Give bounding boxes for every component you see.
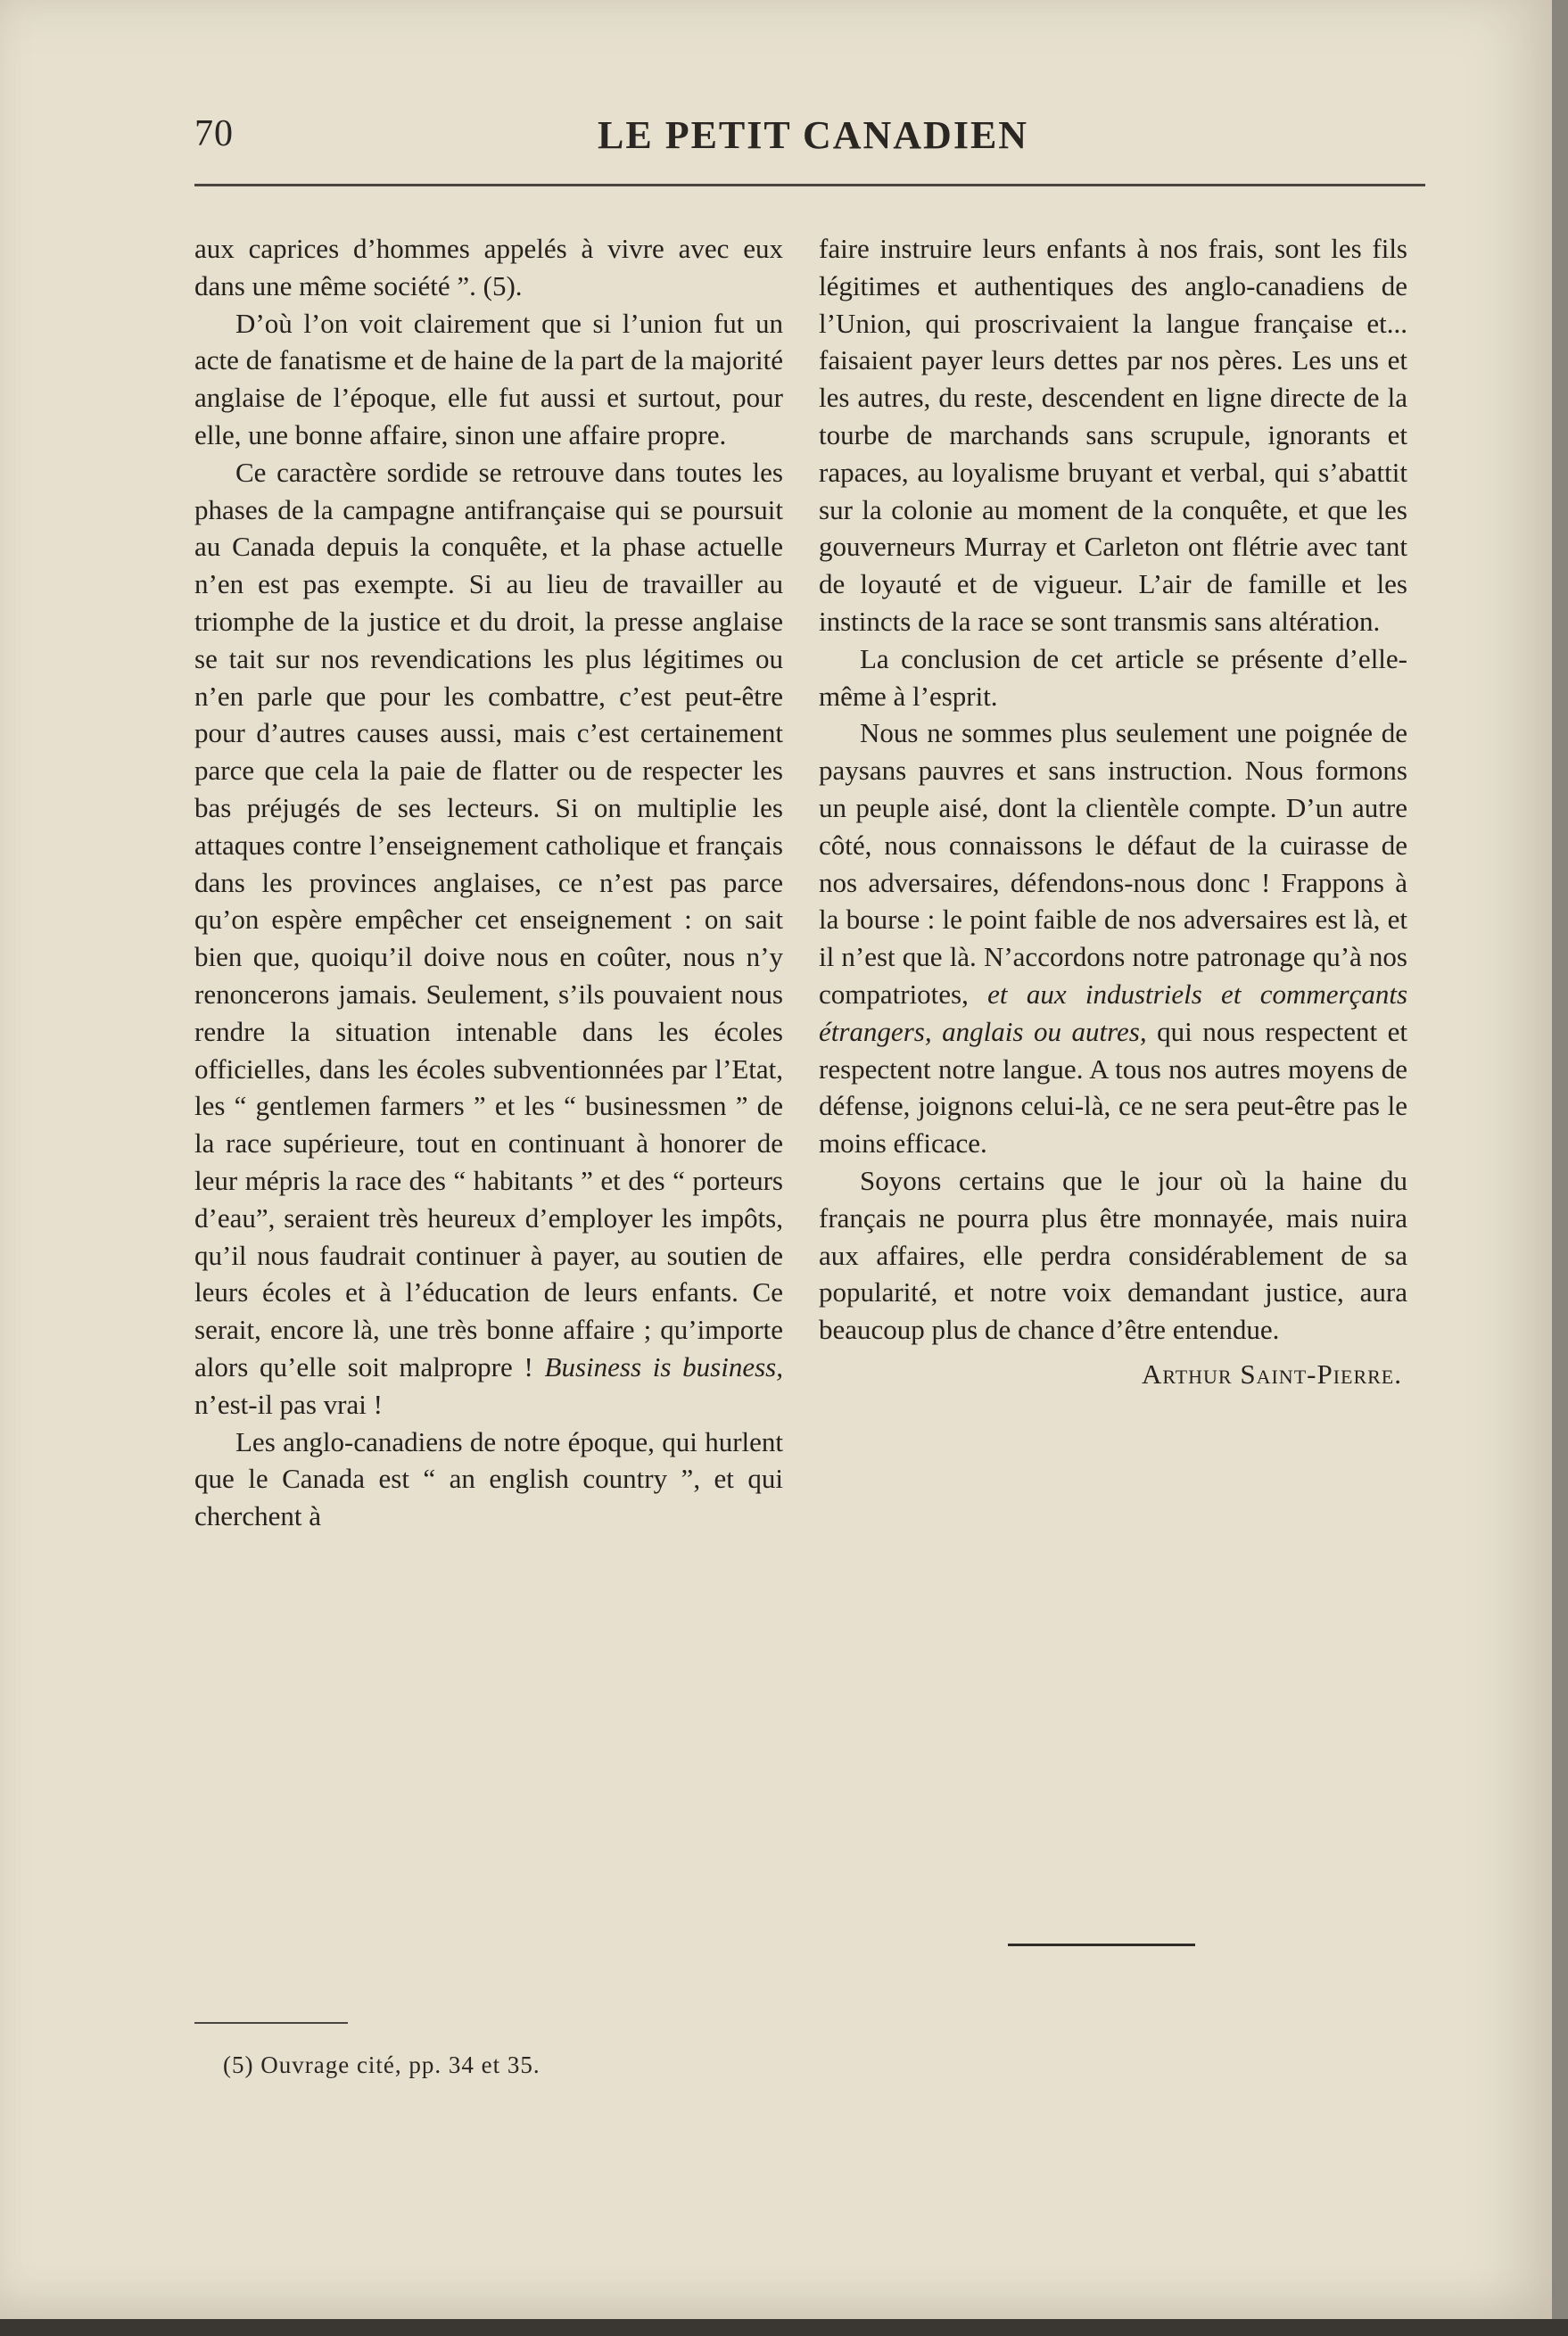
footnote: (5) Ouvrage cité, pp. 34 et 35. xyxy=(223,2051,541,2078)
right-paragraph-2: La conclusion de cet article se présente d’elle-même à l’esprit. xyxy=(819,642,1407,712)
right-paragraph-1: faire instruire leurs enfants à nos frais, sont les fils légitimes et authentiques des anglo-canadiens de l’Union, qui proscrivaient la langue française et... faisaient payer leurs dettes par nos pères. Les uns et les autres, du reste, descendent en ligne directe de la tourbe de marchands sans scrupule, ignorants et rapaces, au loyalisme bruyant et verbal, qui s’abattit sur la colonie au moment de la conquête, et que les gouverneurs Murray et Carleton ont flétrie avec tant de loyauté et de vigueur. L’air de famille et les instincts de la race se sont transmis sans altération. xyxy=(819,233,1407,637)
footnote-rule xyxy=(194,2022,348,2024)
scan-edge-bottom xyxy=(0,2319,1568,2336)
right-paragraph-3 xyxy=(819,714,1407,1162)
right-paragraph-3-italic: et aux industriels et commerçants étrangers, anglais ou autres, xyxy=(819,978,1408,1047)
left-paragraph-3-italic: Business is business, xyxy=(544,1350,783,1383)
left-paragraph-3-end: n’est-il pas vrai ! xyxy=(194,1388,383,1420)
left-paragraph-3-text: Ce caractère sordide se retrouve dans toutes les phases de la campagne antifrançaise qui se poursuit au Canada depuis la conquête, et la phase actuelle n’en est pas exempte. Si au lieu de travailler au triomphe de la justice et du droit, la presse anglaise se tait sur nos revendications les plus légitimes ou n’en parle que pour les combattre, c’est peut-être pour d’autres causes aussi, mais c’est certainement parce que cela la paie de flatter ou de respecter les bas préjugés de ses lecteurs. Si on multiplie les attaques contre l’enseignement catholique et français dans les provinces anglaises, ce n’est pas parce qu’on espère empêcher cet enseignement : on sait bien que, quoiqu’il doive nous en coûter, nous n’y renoncerons jamais. Seulement, s’ils pouvaient nous rendre la situation intenable dans les écoles officielles, dans les écoles subventionnées par l’Etat, les “ gentlemen farmers ” et les “ businessmen ” de la race supérieure, tout en continuant à honorer de leur mépris la race des “ habitants ” et des “ porteurs d’eau”, seraient très heureux d’employer les impôts, qu’il nous faudrait continuer à payer, au soutien de leurs écoles et à l’éducation de leurs enfants. Ce serait, encore là, une très bonne affaire ; qu’importe alors qu’elle soit malpropre ! xyxy=(194,456,783,1383)
right-paragraph-4: Soyons certains que le jour où la haine du français ne pourra plus être monnayée, mais nuira aux affaires, elle perdra considérablement de sa popularité, et notre voix demandant justice, aura beaucoup plus de chance d’être entendue. xyxy=(819,1164,1407,1346)
page-header xyxy=(194,109,1425,162)
article-end-rule xyxy=(1008,1944,1195,1946)
page-number: 70 xyxy=(194,113,234,154)
right-paragraph-3-text: Nous ne sommes plus seulement une poignée de paysans pauvres et sans instruction. Nous formons un peuple aisé, dont la clientèle compte. D’un autre côté, nous connaissons le défaut de la cuirasse de nos adversaires, défendons-nous donc ! Frappons à la bourse : le point faible de nos adversaires est là, et il n’est que là. N’accordons notre patronage qu’à nos compatriotes, xyxy=(819,717,1407,1010)
running-title: LE PETIT CANADIEN xyxy=(598,113,1029,157)
right-paragraph-3-end: qui nous respectent et respectent notre langue. A tous nos autres moyens de défense, joignons celui-là, ce ne sera peut-être pas le moins efficace. xyxy=(819,1015,1407,1160)
scan-edge-right xyxy=(1552,0,1568,2336)
header-rule xyxy=(194,184,1425,186)
left-paragraph-3 xyxy=(194,454,783,1424)
author-signature: Arthur Saint-Pierre. xyxy=(1141,1358,1402,1390)
left-column xyxy=(194,230,783,1535)
right-column xyxy=(819,230,1407,1393)
left-paragraph-1: aux caprices d’hommes appelés à vivre avec eux dans une même société ”. (5). xyxy=(194,233,783,301)
left-paragraph-2: D’où l’on voit clairement que si l’union fut un acte de fanatisme et de haine de la part de la majorité anglaise de l’époque, elle fut aussi et surtout, pour elle, une bonne affaire, sinon une affaire propre. xyxy=(194,307,783,450)
left-paragraph-4: Les anglo-canadiens de notre époque, qui hurlent que le Canada est “ an english country ”, et qui cherchent à xyxy=(194,1425,783,1532)
